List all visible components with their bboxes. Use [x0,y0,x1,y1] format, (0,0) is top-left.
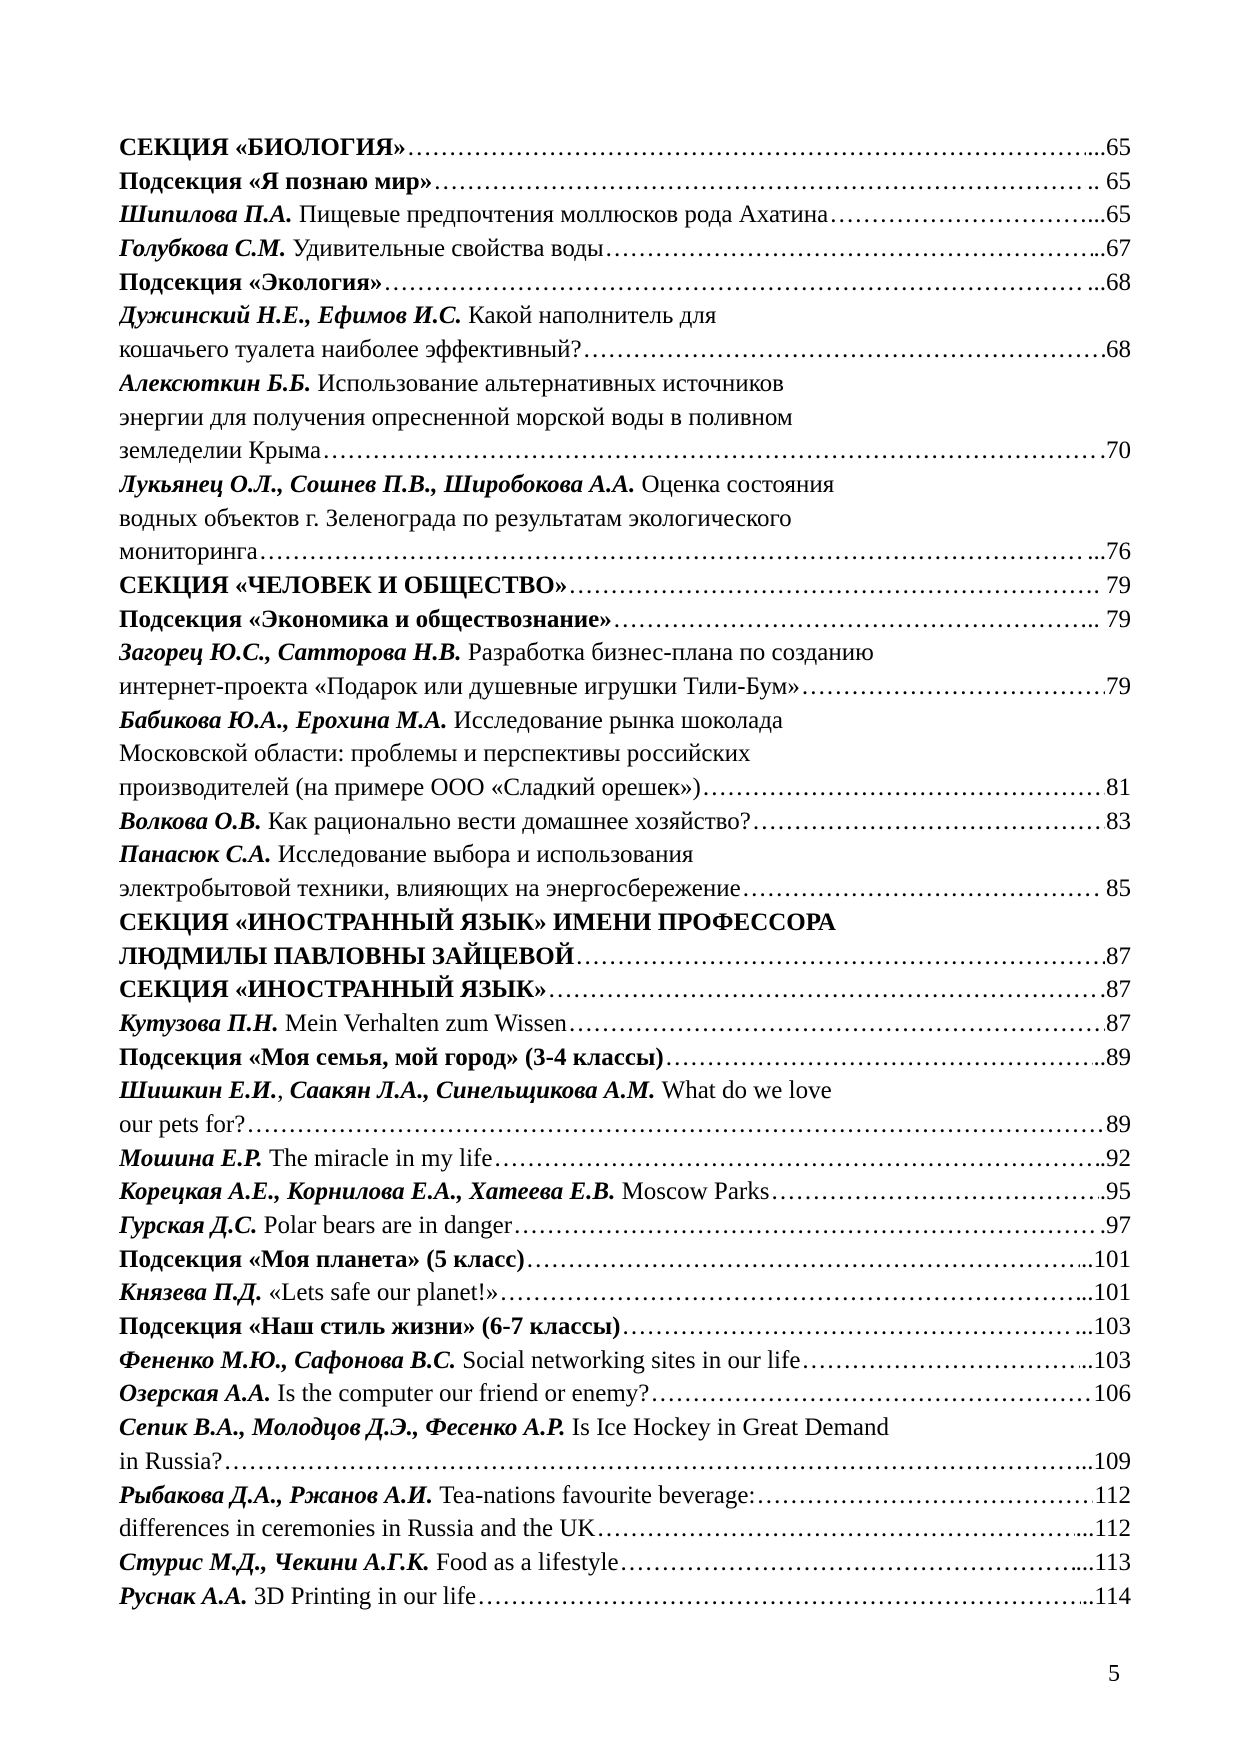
dot-leader [650,1377,1092,1411]
toc-line [119,838,1131,872]
toc-line [119,165,1131,199]
dot-leader [620,1546,1075,1580]
dot-leader [568,569,1092,603]
toc-line [119,1479,1131,1513]
entry-author: Стурис М.Д., Чекини А.Г.К. [119,1548,430,1576]
entry-author: Гурская Д.С. [119,1212,258,1239]
entry-author: Рыбакова Д.А., Ржанов А.И. [119,1481,433,1509]
entry-author: Озерская А.А. [119,1380,272,1408]
toc-line [119,535,1131,569]
page-ref: ...112 [1075,1515,1131,1543]
page-ref: 81 [1106,774,1131,802]
page-ref: .97 [1099,1212,1131,1239]
dot-leader [407,131,1087,165]
dot-leader [613,603,1087,637]
dot-leader [246,1108,1105,1142]
dot-leader [575,940,1105,974]
page-ref: 87 [1106,942,1131,970]
dot-leader [477,1580,1081,1614]
section-title: СЕКЦИЯ «ИНОСТРАННЫЙ ЯЗЫК» ИМЕНИ ПРОФЕССОРА [119,908,836,936]
page-ref: ...103 [1074,1313,1131,1341]
toc-line [119,1007,1131,1041]
page-ref: ...68 [1087,268,1131,296]
toc-line [119,1512,1131,1546]
toc-line [119,704,1131,738]
page-ref: ..109 [1081,1447,1131,1475]
page-ref: 79 [1106,673,1131,700]
entry-title-continued: Московской области: проблемы и перспективы российских [119,740,751,768]
subsection-title: Подсекция «Экология» [119,268,383,296]
subsection-title: Подсекция «Моя планета» (5 класс) [119,1245,525,1273]
page-ref: .87 [1099,976,1131,1004]
toc-line [119,737,1131,771]
subsection-title: Подсекция «Наш стиль жизни» (6-7 классы) [119,1313,621,1341]
entry-author: Бабикова Ю.А., Ерохина М.А. [119,706,448,734]
entry-title: Какой наполнитель для [468,302,717,330]
entry-title: Moscow Parks [621,1178,770,1206]
entry-title: The miracle in my life [268,1144,493,1172]
toc-line [119,872,1131,906]
toc-line [119,670,1131,704]
entry-author: Алексюткин Б.Б. [119,369,312,397]
entry-title: Оценка состояния [641,470,835,498]
entry-title: Исследование рынка шоколада [453,706,784,734]
dot-leader [259,535,1086,569]
entry-author: Саакян Л.А., Синельщикова А.М. [289,1077,656,1105]
entry-author: Корецкая А.Е., Корнилова Е.А., Хатеева Е.В. [119,1178,616,1206]
toc-line [119,367,1131,401]
entry-author: Загорец Ю.С., Сатторова Н.В. [119,639,462,667]
entry-title: What do we love [661,1077,832,1105]
toc-line [119,940,1131,974]
toc-line [119,232,1131,266]
toc-line [119,1175,1131,1209]
toc-line [119,401,1131,435]
dot-leader [568,1007,1105,1041]
toc-line [119,502,1131,536]
entry-author: Мошина Е.Р. [119,1144,263,1172]
toc-line [119,131,1131,165]
dot-leader [493,1142,1098,1176]
dot-leader [596,1512,1074,1546]
entry-author: Дужинский Н.Е., Ефимов И.С. [119,302,462,330]
toc-line: Шишкин Е.И., Саакян Л.А., Синельщикова А.М. What do we love [119,1077,832,1105]
toc-line [119,603,1131,637]
section-title: СЕКЦИЯ «ЧЕЛОВЕК И ОБЩЕСТВО» [119,571,568,599]
dot-leader [771,1175,1099,1209]
dot-leader [605,232,1093,266]
entry-title-continued: интернет-проекта «Подарок или душевные игрушки Тили-Бум» [119,673,800,700]
page-ref: ..89 [1093,1043,1131,1071]
toc-line [119,1310,1131,1344]
toc-line [119,299,1131,333]
dot-leader [756,1479,1093,1513]
page-ref: . 85 [1093,875,1131,903]
toc-line [119,1209,1131,1243]
dot-leader [583,333,1105,367]
page-ref: .70 [1099,437,1131,465]
dot-leader [752,805,1105,839]
entry-author: Руснак А.А. [119,1582,248,1610]
subsection-title: Подсекция «Моя семья, мой город» (3-4 классы) [119,1043,664,1071]
entry-title: Polar bears are in danger [263,1212,513,1239]
toc-line [119,569,1131,603]
page-number: 5 [1108,1661,1120,1687]
section-title: СЕКЦИЯ «БИОЛОГИЯ» [119,134,406,161]
section-title: СЕКЦИЯ «ИНОСТРАННЫЙ ЯЗЫК» [119,976,547,1004]
dot-leader [702,771,1105,805]
page-ref: .. 65 [1087,167,1131,195]
entry-title: Разработка бизнес-плана по созданию [467,639,874,667]
page-ref: ...113 [1075,1548,1131,1576]
page-ref: 106 [1093,1380,1131,1408]
page-ref: ..101 [1081,1245,1131,1273]
toc-line [119,973,1131,1007]
toc-line [119,1276,1131,1310]
toc-line [119,1041,1131,1075]
dot-leader [621,1310,1073,1344]
toc-line [119,434,1131,468]
entry-title: Tea-nations favourite beverage: [439,1481,756,1509]
toc-line [119,1546,1131,1580]
page-ref: ...76 [1087,538,1131,566]
entry-title: Использование альтернативных источников [317,369,784,397]
page-ref: . 79 [1093,571,1131,599]
entry-title-continued: our pets for? [119,1110,246,1138]
toc-line [119,1377,1131,1411]
dot-leader [829,198,1086,232]
entry-title-continued: производителей (на примере ООО «Сладкий орешек») [119,774,701,802]
entry-title-continued: differences in ceremonies in Russia and the UK [119,1515,596,1543]
dot-leader [513,1209,1099,1243]
toc-line [119,468,1131,502]
subsection-title: Подсекция «Экономика и обществознание» [119,605,612,633]
toc-line [119,266,1131,300]
page-ref: ..101 [1081,1279,1131,1307]
entry-author: Фененко М.Ю., Сафонова В.С. [119,1346,457,1374]
dot-leader [665,1041,1093,1075]
page-ref: ..103 [1081,1346,1131,1374]
entry-author: Шипилова П.А. [119,201,293,229]
entry-title-continued: энергии для получения опресненной морской воды в поливном [119,403,793,431]
dot-leader [548,973,1099,1007]
entry-title: «Lets safe our planet!» [268,1279,499,1307]
page-ref: 112 [1094,1481,1131,1509]
toc-line [119,1580,1131,1614]
entry-title-continued: кошачьего туалета наиболее эффективный? [119,336,582,364]
toc-line [119,805,1131,839]
entry-title: 3D Printing in our life [253,1582,477,1610]
entry-author: Голубкова С.М. [119,235,287,263]
entry-title: Is Ice Hockey in Great Demand [571,1414,890,1442]
page-ref: .95 [1099,1178,1131,1206]
entry-title: Social networking sites in our life [462,1346,801,1374]
entry-title-continued: водных объектов г. Зеленограда по результатам экологического [119,504,792,532]
page-ref: ...65 [1087,134,1131,161]
toc-line [119,1445,1131,1479]
entry-author: Панасюк С.А. [119,841,272,869]
toc-line [119,906,1131,940]
dot-leader [223,1445,1080,1479]
entry-title: Как рационально вести домашнее хозяйство? [267,807,751,835]
dot-leader [499,1276,1080,1310]
entry-author: Князева П.Д. [119,1279,263,1307]
entry-author: Волкова О.В. [119,807,262,835]
entry-title-continued: электробытовой техники, влияющих на энергосбережение [119,875,741,903]
dot-leader [383,266,1086,300]
entry-title-continued: мониторинга [119,538,258,566]
page-ref: 89 [1106,1110,1131,1138]
entry-title-continued: in Russia? [119,1447,223,1475]
toc-line [119,1243,1131,1277]
page-ref: ..114 [1081,1582,1131,1610]
dot-leader [801,670,1105,704]
entry-title-continued: земледелии Крыма [119,437,322,465]
dot-leader [433,165,1086,199]
page-ref: 83 [1106,807,1131,835]
toc-line [119,198,1131,232]
entry-author: Лукьянец О.Л., Сошнев П.В., Широбокова А.А. [119,470,636,498]
table-of-contents [119,131,1131,1613]
toc-line [119,333,1131,367]
subsection-title: Подсекция «Я познаю мир» [119,167,433,195]
entry-title: Is the computer our friend or enemy? [277,1380,650,1408]
toc-line [119,1108,1131,1142]
page-ref: .92 [1099,1144,1131,1172]
toc-line [119,1411,1131,1445]
entry-author: Сепик В.А., Молодцов Д.Э., Фесенко А.Р. [119,1414,566,1442]
dot-leader [742,872,1093,906]
entry-title: Пищевые предпочтения моллюсков рода Ахатина [298,201,829,229]
entry-title: Mein Verhalten zum Wissen [284,1009,567,1037]
page-ref: 87 [1106,1009,1131,1037]
dot-leader [322,434,1099,468]
entry-title: Исследование выбора и использования [277,841,694,869]
toc-line [119,1344,1131,1378]
toc-line [119,636,1131,670]
entry-author: Кутузова П.Н. [119,1009,279,1037]
toc-line [119,1142,1131,1176]
page-ref: 68 [1106,336,1131,364]
dot-leader [526,1243,1080,1277]
entry-title: Удивительные свойства воды [292,235,604,263]
page-ref: ..67 [1093,235,1131,263]
page-ref: ...65 [1087,201,1131,229]
entry-title: Food as a lifestyle [435,1548,619,1576]
entry-author: Шишкин Е.И. [119,1077,278,1105]
toc-line [119,771,1131,805]
page-ref: .. 79 [1087,605,1131,633]
section-title: ЛЮДМИЛЫ ПАВЛОВНЫ ЗАЙЦЕВОЙ [119,942,575,970]
dot-leader [801,1344,1080,1378]
